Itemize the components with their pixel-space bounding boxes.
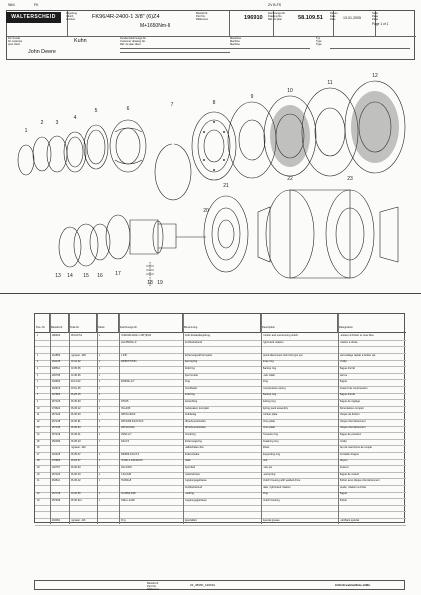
table-cell: 25.35.07 <box>70 452 81 456</box>
footer-reference: 03_38050_196910 <box>190 584 216 587</box>
table-cell: 4 <box>98 413 100 417</box>
table-cell: 173622 <box>51 406 61 410</box>
table-cell: 1 <box>98 373 100 377</box>
table-cell: 1 <box>98 386 100 390</box>
table-cell: 367103 <box>51 472 61 476</box>
table-row <box>35 360 406 367</box>
callout-number: 10 <box>287 88 293 94</box>
table-cell: 1 <box>98 452 100 456</box>
part-no-labels: Bestell-Nr. Part No. Référence <box>196 12 208 21</box>
table-cell: 1 <box>98 459 100 463</box>
table-cell: 1 <box>36 334 38 337</box>
table-cell: 2 <box>98 439 100 443</box>
table-cell: Federrahmen <box>184 472 201 476</box>
table-row <box>35 492 406 499</box>
table-cell: 342613 <box>51 386 61 390</box>
table-cell: soudé, rotation à droite <box>339 485 367 489</box>
table-cell: 336567/T/F51 <box>120 360 137 364</box>
table-cell: Sheet <box>262 446 270 450</box>
drawing-labels: Zeichnungs-Nr. Drawing No. Réf. du plan <box>268 12 286 21</box>
table-cell: 50 g <box>120 518 126 522</box>
table-row <box>35 340 406 347</box>
table-cell: 347825 <box>51 393 61 397</box>
table-cell: 1 3/8" <box>120 353 128 357</box>
table-cell: 7 <box>36 386 38 390</box>
table-cell: 13 <box>36 426 40 430</box>
table-cell: Rondelle d'appui <box>339 452 359 456</box>
table-cell: 56.36.93 <box>70 400 81 403</box>
table-cell: Ring <box>184 380 190 384</box>
table-cell: KM+165 <box>120 406 131 410</box>
table-cell: 304091 <box>51 518 61 522</box>
table-cell: Lock pin <box>262 466 273 469</box>
table-cell: 336966-1/6x/T.2 <box>120 452 140 456</box>
table-cell: Alimentation complet <box>339 406 364 410</box>
table-row <box>35 413 406 420</box>
table-row <box>35 499 406 506</box>
table-cell: plate, right-hand rotation <box>262 485 291 489</box>
table-cell: 56.36.32+ <box>70 499 83 502</box>
table-cell: Ring <box>262 380 268 384</box>
table-cell: 16.26.15 <box>70 393 81 397</box>
table-cell: Retaining ring <box>262 439 279 443</box>
table-row <box>35 393 406 400</box>
col-header-description: Description <box>261 314 338 332</box>
table-cell: Bague <box>339 380 348 384</box>
table-row <box>35 367 406 374</box>
callout-number: 13 <box>55 273 61 279</box>
company-logo: WALTERSCHEID <box>6 12 61 23</box>
table-row <box>35 459 406 466</box>
callout-number: 11 <box>327 80 333 86</box>
table-cell: 1 <box>98 353 100 357</box>
machine-labels: Maschine Machine Machine <box>230 37 242 46</box>
table-cell: Special grease <box>262 518 280 522</box>
table-cell: 15 <box>36 439 40 443</box>
footer-title: CAD-Ersatzteilliste-A3EL <box>335 584 371 587</box>
table-cell: Bague <box>339 492 348 496</box>
table-cell: Pressure ring <box>262 433 278 436</box>
table-cell: 10 <box>36 406 40 410</box>
table-cell: IM-3652-K48 <box>120 492 136 496</box>
table-cell: 56.36.43 <box>70 466 81 469</box>
table-cell: Mitnehmerscheibe <box>184 426 206 430</box>
table-row <box>35 373 406 380</box>
article-designation: FK96/4R-2400-1 3/8" (6)Z4 <box>92 14 160 20</box>
table-cell: Ressort de compression <box>339 386 368 390</box>
table-cell: 17 <box>36 452 40 456</box>
table-cell: 1 <box>98 479 100 483</box>
table-cell: 1 <box>98 472 100 476</box>
table-cell: 367128 <box>51 419 61 423</box>
table-cell: 367949 <box>51 499 61 502</box>
table-cell: 1 <box>98 492 100 496</box>
table-cell: 56.35.23 <box>70 439 81 443</box>
table-cell: 18 <box>36 459 40 463</box>
table-cell: 1 <box>98 334 100 337</box>
table-cell: Jeu de manchons de couple <box>339 446 372 450</box>
table-cell: 1 <box>98 406 100 410</box>
part-ring <box>18 145 34 175</box>
callout-number: 16 <box>97 273 103 279</box>
table-cell: 2 <box>36 353 38 357</box>
callout-number: 3 <box>55 120 59 126</box>
table-cell: 367718 <box>51 492 61 496</box>
table-cell: Mitnehmerscheibe <box>184 419 206 423</box>
callout-number: 14 <box>67 273 73 279</box>
torque-code: M+1650Nm-II <box>140 23 171 29</box>
footer-label-1: Bestell-Nr. <box>147 581 159 585</box>
table-cell: Compression spring <box>262 386 286 390</box>
table-cell: 21 <box>36 479 40 483</box>
page-value: Page 1 of 1 <box>372 22 389 26</box>
table-cell: 105.5x/100x <box>120 426 135 430</box>
table-cell: Lubrifiant spécial <box>339 518 359 522</box>
table-cell: 341853 <box>51 353 61 357</box>
table-cell: 338511 <box>51 367 60 370</box>
table-cell: Rechtsdrehend <box>184 340 203 344</box>
customer-labels: Für Kunde for customer pour client <box>8 37 23 46</box>
table-cell: Moyeu <box>339 459 348 463</box>
table-cell: 3 <box>36 360 38 364</box>
table-cell: 03.45.35 <box>70 373 81 377</box>
table-cell: 364611 <box>51 479 60 483</box>
table-cell: M+1650Nm-II <box>120 340 137 344</box>
table-cell: Stützring <box>184 393 195 397</box>
table-row <box>35 347 406 354</box>
customer-name: Kuhn <box>74 38 87 44</box>
table-cell: 352183 <box>51 439 61 443</box>
table-cell: 6 <box>36 380 38 384</box>
table-cell: Stützscheibe <box>184 452 200 456</box>
table-cell: 8 <box>36 393 38 397</box>
table-cell: 9 <box>36 400 38 403</box>
table-cell: Nabe <box>184 459 191 463</box>
table-cell: Kupplungsgehäuse <box>184 479 207 483</box>
table-cell: PK360+8 <box>120 479 132 483</box>
table-cell: 196910 <box>51 334 61 337</box>
callout-number: 4 <box>73 115 77 121</box>
table-row <box>35 419 406 426</box>
table-row <box>35 334 406 341</box>
table-cell: 56.36.40 <box>70 472 81 476</box>
table-cell: Sperrmutter <box>184 373 199 377</box>
part-number: 196910 <box>244 15 263 21</box>
table-cell: Setting ring <box>262 400 276 403</box>
table-cell: 304145 <box>51 360 61 364</box>
table-cell: 1 <box>98 360 100 364</box>
table-cell: 34.11.52 <box>70 380 81 384</box>
top-ref-3: ZV B-FS <box>268 3 281 7</box>
table-cell: 56.36.42 <box>70 479 81 483</box>
table-cell: 12 <box>36 419 40 423</box>
table-cell: 345795 <box>51 373 61 377</box>
col-header-drawing: Zeichnungs-Nr. <box>119 314 183 332</box>
footer-label-3: Référence <box>147 587 159 591</box>
page-labels: Seite Page Page <box>372 12 379 21</box>
table-cell: 56.36.91 <box>70 419 81 423</box>
table-cell: 222757 <box>51 466 61 469</box>
table-cell: 16 <box>36 446 40 450</box>
table-cell: 4 <box>36 367 38 370</box>
table-cell: Drive plate <box>262 426 275 430</box>
table-cell: 1 <box>98 367 100 370</box>
table-cell: Einstellring <box>184 400 198 403</box>
table-cell: 334602 <box>51 380 61 384</box>
table-row <box>35 466 406 473</box>
table-cell: 1 <box>98 499 100 502</box>
table-cell: 14 <box>36 433 40 436</box>
table-row <box>35 485 406 492</box>
table-cell: M16/LL/Y <box>120 433 132 436</box>
col-header-pos: Pos.-Nr. <box>35 314 50 332</box>
table-cell: Quick-disconnect lock bolt type spl. <box>262 353 304 357</box>
top-ref-1: 96/4 <box>8 3 15 7</box>
col-header-designation: Désignation <box>339 326 353 329</box>
table-row <box>35 439 406 446</box>
date-value: 13.01.2005 <box>343 16 361 20</box>
table-cell: rotation à droite <box>339 340 358 344</box>
table-cell: 23 <box>36 499 40 502</box>
table-cell: Boîtier <box>339 499 347 502</box>
table-cell: 1 <box>98 400 100 403</box>
col-header-teileno: Teile-Nr. <box>69 314 97 332</box>
callout-number: 18 <box>147 280 153 286</box>
table-cell: Sicherungsstift komplett <box>184 353 213 357</box>
table-cell: Drive plate <box>262 419 275 423</box>
table-cell: FK96/4R-2400-1 3/8"(6)Z4 <box>120 334 152 337</box>
table-cell: 367103 <box>51 413 61 417</box>
table-cell: Halbschalen-Set <box>184 446 204 450</box>
table-cell: 367129 <box>51 433 61 436</box>
table-cell: 3 <box>98 419 100 423</box>
table-row <box>35 433 406 440</box>
table-cell: 19 <box>36 466 40 469</box>
table-cell: Sprengring <box>184 360 198 364</box>
table-cell: right-hand rotation <box>262 340 284 344</box>
table-row <box>35 505 406 512</box>
date-labels: Datum Date Date <box>330 12 338 21</box>
table-cell: Stützring <box>184 367 195 370</box>
table-cell: 105.5x86.4/100.5x3 <box>120 419 144 423</box>
table-cell: 11 <box>36 413 40 417</box>
table-cell: 3 <box>98 380 100 384</box>
table-cell: Federpaket, komplett <box>184 406 209 410</box>
table-cell: Ressort <box>339 466 349 469</box>
callout-number: 23 <box>347 176 353 182</box>
callout-number: 21 <box>223 183 229 189</box>
table-cell: 20 <box>36 472 40 476</box>
table-cell: Ingraser. 108 <box>70 353 86 357</box>
top-ref-2: FK <box>34 3 39 7</box>
table-cell: K962+-2400 <box>120 499 135 502</box>
table-cell: 1 <box>98 426 100 430</box>
table-row <box>35 426 406 433</box>
customer-name-2: John Deere <box>28 49 56 55</box>
table-cell: Bague d'arrêt <box>339 367 355 370</box>
table-cell: Bague d'arrêt <box>339 393 355 397</box>
col-header-benennung: Benennung <box>183 314 261 332</box>
table-cell: Hub <box>262 459 268 463</box>
callout-number: 17 <box>115 271 121 277</box>
callout-number: 8 <box>212 100 216 106</box>
table-cell: Verrou <box>339 373 348 377</box>
type-labels: Kupplung Clutch Limiteur <box>66 12 77 21</box>
table-cell: 56.36.41 <box>70 433 81 436</box>
table-cell: Lock collar <box>262 373 275 377</box>
table-cell: Snap ring <box>262 360 274 364</box>
callout-number: 9 <box>250 94 254 100</box>
table-cell: 50.61.45 <box>70 386 81 390</box>
table-row <box>35 406 406 413</box>
table-cell: 56.36.42 <box>70 406 81 410</box>
customer-drawing-labels: Kundenzeichnungs-Nr. Customer drawing No. Réf. du plan client <box>120 37 147 46</box>
table-cell: 13.32.66 <box>70 492 81 496</box>
table-cell: 58.109.51 <box>70 334 83 337</box>
table-row <box>35 446 406 453</box>
table-cell: 316425 <box>51 452 61 456</box>
table-cell: 175/15 <box>120 400 129 403</box>
table-cell: Ingraser. 116 <box>70 518 86 522</box>
table-row <box>35 400 406 407</box>
table-cell: Sicherungsring <box>184 439 202 443</box>
table-cell: Clutch housing <box>262 499 280 502</box>
table-cell: 2 <box>98 466 100 469</box>
table-row <box>35 380 406 387</box>
exploded-view-drawing <box>0 62 421 287</box>
table-cell: Backup ring <box>262 393 277 397</box>
footer-block <box>34 580 405 590</box>
table-cell: Ingraser. 102 <box>70 446 86 450</box>
table-cell: Spezialfett <box>184 518 197 522</box>
callout-number: 20 <box>203 208 209 214</box>
table-cell: FKN6+1.1/8x110x3 <box>120 459 143 463</box>
table-cell: 5 <box>36 373 38 377</box>
table-cell: Reibbelag <box>184 413 197 417</box>
table-cell: Laufring <box>184 492 194 496</box>
callout-number: 22 <box>287 176 293 182</box>
table-row <box>35 512 406 519</box>
table-row <box>35 472 406 479</box>
table-cell: 56.18.37 <box>70 459 81 463</box>
table-row <box>35 479 406 486</box>
table-cell: Friction plate <box>262 413 278 417</box>
table-cell: Druckfeder <box>184 386 198 390</box>
table-row <box>35 386 406 393</box>
table-row <box>35 353 406 360</box>
table-cell: 1 <box>98 393 100 397</box>
table-row <box>35 518 406 525</box>
table-cell: 2.3x/4xM <box>120 472 132 476</box>
table-cell: Supporting ring <box>262 452 281 456</box>
table-cell: 1/4x3.5 <box>120 439 130 443</box>
drawing-number: 58.109.51 <box>298 15 323 21</box>
table-cell: Friction and overrunning clutch, <box>262 334 299 337</box>
table-cell: Backup ring <box>262 367 277 370</box>
callout-number: 19 <box>157 280 163 286</box>
table-cell: Disque d'entraînement <box>339 419 366 423</box>
table-cell: Circlip <box>339 360 347 364</box>
table-cell: 22 <box>36 492 40 496</box>
table-cell: Boîtier avec disque d'entraînement <box>339 479 380 483</box>
table-cell: Bague de ressort <box>339 472 360 476</box>
table-cell: 334540+1/Y <box>120 380 135 384</box>
table-cell: Limiteur à friction et roue libre, <box>339 334 375 337</box>
section-divider <box>0 293 421 294</box>
table-cell: Sperrbolt <box>184 466 196 469</box>
parts-table <box>34 313 405 523</box>
table-row <box>35 452 406 459</box>
type2-labels: Typ Type Type <box>316 37 322 46</box>
callout-number: 1 <box>24 128 28 134</box>
table-cell: Disque de friction <box>339 413 360 417</box>
table-cell: Bague de réglage <box>339 400 360 403</box>
footer-label-2: Part No. <box>147 584 157 588</box>
table-cell: 1/2x1/4x5 <box>120 466 132 469</box>
table-cell: Kupplungsgehäuse <box>184 499 207 502</box>
col-header-qty: Stück <box>97 314 119 332</box>
table-cell: 1 <box>98 433 100 436</box>
table-cell: Clutch housing with welded drive <box>262 479 301 483</box>
callout-number: 2 <box>40 120 44 126</box>
callout-number: 12 <box>372 73 378 79</box>
table-cell: 56.36.93 <box>70 413 81 417</box>
table-cell: 03.41.32 <box>70 360 81 364</box>
table-cell: Leaf spring <box>262 472 276 476</box>
table-cell: 56.36.93 <box>70 426 81 430</box>
callout-number: 6 <box>126 106 130 112</box>
col-header-partno: Bestell-Nr. <box>50 314 69 332</box>
table-cell: Bague de pression <box>339 433 362 436</box>
table-cell: Ring <box>262 492 268 496</box>
callout-number: 5 <box>94 108 98 114</box>
table-cell: 105.5x120x3 <box>120 413 136 417</box>
callout-number: 15 <box>83 273 89 279</box>
callout-number: 7 <box>170 102 174 108</box>
table-cell: Reib-Freilaufkupplung, <box>184 334 211 337</box>
table-cell: Disque d'entraînement <box>339 426 366 430</box>
table-cell: 367125 <box>51 400 61 403</box>
table-cell: 03.35.35 <box>70 367 81 370</box>
table-cell: Druckring <box>184 433 196 436</box>
table-cell: Circlip <box>339 439 347 443</box>
table-cell: 367135 <box>51 426 61 430</box>
table-cell: Spring pack assembly <box>262 406 288 410</box>
table-cell: 375826 <box>51 459 61 463</box>
table-cell: Rechtsdrehend <box>184 485 203 489</box>
table-cell: Verrouillage rapide à boîtier spl. <box>339 353 376 357</box>
